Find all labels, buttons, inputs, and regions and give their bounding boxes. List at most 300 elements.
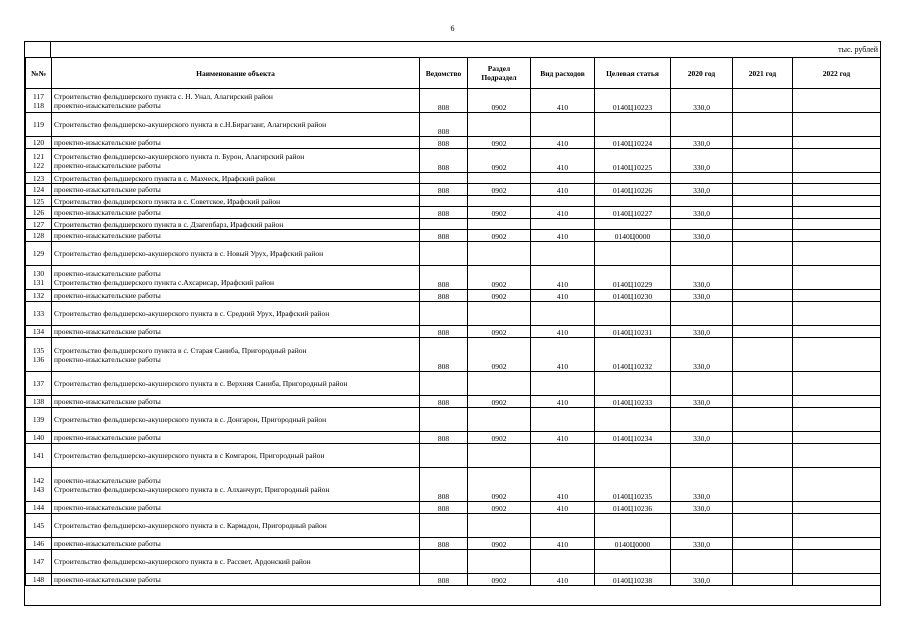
expense-type-cell [531, 113, 595, 137]
table-row [26, 290, 881, 302]
section-cell [468, 242, 531, 266]
header-expense-type: Вид расходов [531, 58, 595, 89]
section-cell [468, 219, 531, 230]
object-name [52, 302, 420, 326]
row-number-value: 140 [32, 433, 45, 442]
expense-type-cell: 410 [531, 338, 595, 372]
dept-cell: 808 [420, 266, 468, 290]
target-cell [595, 173, 671, 184]
object-name [52, 149, 420, 173]
row-number-value: 136 [32, 354, 45, 364]
units-label: тыс. рублей [838, 45, 878, 54]
table-row [26, 302, 881, 326]
amount-2021-cell [733, 149, 793, 173]
object-name-line: Строительство фельдшерско-акушерского пункта п. Бурон, Алагирский район [54, 151, 305, 161]
dept-cell: 808 [420, 326, 468, 338]
amount-2020-cell: 330,0 [671, 538, 733, 550]
expense-type-cell: 410 [531, 137, 595, 149]
object-name [52, 372, 420, 396]
expense-type-cell: 410 [531, 502, 595, 514]
object-name-line: проектно-изыскательские работы [54, 231, 161, 240]
header-2022: 2022 год [793, 58, 881, 89]
table-row [26, 207, 881, 219]
dept-cell: 808 [420, 149, 468, 173]
row-number-value: 131 [32, 277, 45, 287]
amount-2021-cell [733, 196, 793, 207]
amount-2021-cell [733, 230, 793, 242]
object-name-line: Строительство фельдшерско-акушерского пункта в с. Кармадон, Пригородный район [54, 521, 327, 530]
row-number [26, 207, 52, 219]
units-spacer [25, 42, 51, 57]
dept-cell [420, 242, 468, 266]
header-row [26, 58, 881, 89]
dept-cell: 808 [420, 137, 468, 149]
object-name-line: проектно-изыскательские работы [54, 575, 161, 584]
object-name-line: Строительство фельдшерского пункта в с. Махческ, Ирафский район [54, 173, 276, 183]
target-cell: 0140Ц10233 [595, 396, 671, 408]
amount-2022-cell [793, 302, 881, 326]
amount-2020-cell: 330,0 [671, 502, 733, 514]
section-cell: 0902 [468, 266, 531, 290]
target-cell: 0140Ц10235 [595, 468, 671, 502]
dept-cell: 808 [420, 432, 468, 444]
target-cell: 0140Ц10232 [595, 338, 671, 372]
amount-2020-cell: 330,0 [671, 149, 733, 173]
expense-type-cell: 410 [531, 266, 595, 290]
expense-type-cell: 410 [531, 149, 595, 173]
dept-cell [420, 219, 468, 230]
amount-2020-cell [671, 113, 733, 137]
expense-type-cell [531, 302, 595, 326]
object-name-line: проектно-изыскательские работы [54, 354, 161, 364]
amount-2022-cell [793, 173, 881, 184]
budget-table-frame [24, 41, 881, 606]
section-cell: 0902 [468, 230, 531, 242]
header-section: Раздел Подраздел [468, 58, 531, 89]
row-number-value: 130 [32, 268, 45, 278]
section-cell: 0902 [468, 137, 531, 149]
object-name-line: проектно-изыскательские работы [54, 503, 161, 512]
amount-2020-cell: 330,0 [671, 432, 733, 444]
amount-2020-cell [671, 242, 733, 266]
amount-2022-cell [793, 502, 881, 514]
section-cell: 0902 [468, 502, 531, 514]
row-number [26, 196, 52, 207]
expense-type-cell: 410 [531, 230, 595, 242]
row-number-value: 148 [32, 575, 45, 584]
object-name-line: проектно-изыскательские работы [54, 268, 161, 278]
amount-2021-cell [733, 242, 793, 266]
amount-2020-cell: 330,0 [671, 326, 733, 338]
row-number-value: 129 [32, 249, 45, 258]
target-cell: 0140Ц10231 [595, 326, 671, 338]
table-row [26, 219, 881, 230]
target-cell: 0140Ц10226 [595, 184, 671, 196]
table-row [26, 242, 881, 266]
dept-cell [420, 372, 468, 396]
row-number-value: 117 [33, 91, 44, 101]
table-row [26, 444, 881, 468]
row-number-value: 137 [32, 379, 45, 388]
row-number-value: 139 [32, 415, 45, 424]
row-number [26, 432, 52, 444]
target-cell: 0140Ц10238 [595, 574, 671, 586]
table-row [26, 326, 881, 338]
object-name [52, 219, 420, 230]
amount-2020-cell: 330,0 [671, 574, 733, 586]
amount-2021-cell [733, 468, 793, 502]
header-name: Наименование объекта [52, 58, 420, 89]
amount-2022-cell [793, 574, 881, 586]
amount-2021-cell [733, 290, 793, 302]
row-number [26, 302, 52, 326]
amount-2022-cell [793, 468, 881, 502]
amount-2021-cell [733, 326, 793, 338]
table-row [26, 149, 881, 173]
object-name-line: Строительство фельдшерско-акушерского пункта в с Комгарон, Пригородный район [54, 451, 325, 460]
amount-2020-cell: 330,0 [671, 396, 733, 408]
amount-2021-cell [733, 219, 793, 230]
row-number [26, 137, 52, 149]
row-number-value: 142 [32, 475, 45, 485]
amount-2020-cell: 330,0 [671, 468, 733, 502]
row-number-value: 138 [32, 397, 45, 406]
dept-cell: 808 [420, 290, 468, 302]
object-name-line: проектно-изыскательские работы [54, 100, 161, 110]
expense-type-cell [531, 408, 595, 432]
section-cell [468, 408, 531, 432]
table-row [26, 550, 881, 574]
target-cell [595, 219, 671, 230]
target-cell [595, 444, 671, 468]
expense-type-cell [531, 444, 595, 468]
header-target: Целевая статья [595, 58, 671, 89]
amount-2022-cell [793, 184, 881, 196]
expense-type-cell: 410 [531, 574, 595, 586]
object-name [52, 444, 420, 468]
dept-cell: 808 [420, 396, 468, 408]
table-row [26, 137, 881, 149]
amount-2021-cell [733, 338, 793, 372]
object-name [52, 502, 420, 514]
target-cell: 0140Ц10234 [595, 432, 671, 444]
table-row [26, 574, 881, 586]
row-number [26, 242, 52, 266]
amount-2022-cell [793, 408, 881, 432]
expense-type-cell: 410 [531, 326, 595, 338]
section-cell [468, 113, 531, 137]
row-number [26, 219, 52, 230]
row-number-value: 141 [32, 451, 45, 460]
section-cell [468, 550, 531, 574]
header-num: №№ [26, 58, 52, 89]
object-name [52, 173, 420, 184]
row-number [26, 184, 52, 196]
row-number [26, 502, 52, 514]
section-cell: 0902 [468, 89, 531, 113]
section-cell: 0902 [468, 338, 531, 372]
row-number-value: 145 [32, 521, 45, 530]
row-number-value: 134 [32, 327, 45, 336]
object-name [52, 207, 420, 219]
object-name-line: проектно-изыскательские работы [54, 291, 161, 300]
dept-cell: 808 [420, 184, 468, 196]
object-name-line: Строительство фельдшерско-акушерского пункта в с. Донгарон, Пригородный район [54, 415, 327, 424]
dept-cell: 808 [420, 574, 468, 586]
row-number-value: 133 [32, 309, 45, 318]
amount-2020-cell [671, 372, 733, 396]
dept-cell [420, 408, 468, 432]
row-number-value: 132 [32, 291, 45, 300]
amount-2022-cell [793, 242, 881, 266]
target-cell [595, 372, 671, 396]
row-number-value: 147 [32, 557, 45, 566]
row-number [26, 326, 52, 338]
object-name [52, 468, 420, 502]
row-number-value: 144 [32, 503, 45, 512]
table-row [26, 266, 881, 290]
amount-2021-cell [733, 266, 793, 290]
row-number-value: 120 [32, 138, 45, 147]
row-number [26, 372, 52, 396]
object-name-line: Строительство фельдшерского пункта с.Ахсарисар, Ирафский район [54, 277, 275, 287]
object-name [52, 574, 420, 586]
amount-2021-cell [733, 89, 793, 113]
object-name [52, 550, 420, 574]
object-name-line: Строительство фельдшерского пункта с. Н. Унал, Алагирский район [54, 91, 273, 101]
section-cell: 0902 [468, 468, 531, 502]
header-dept: Ведомство [420, 58, 468, 89]
section-cell: 0902 [468, 396, 531, 408]
expense-type-cell [531, 372, 595, 396]
amount-2021-cell [733, 408, 793, 432]
table-row [26, 173, 881, 184]
section-cell: 0902 [468, 290, 531, 302]
table-row [26, 502, 881, 514]
amount-2021-cell [733, 137, 793, 149]
dept-cell: 808 [420, 468, 468, 502]
dept-cell [420, 444, 468, 468]
units-row [25, 42, 880, 58]
expense-type-cell [531, 196, 595, 207]
target-cell [595, 514, 671, 538]
target-cell: 0140Ц10230 [595, 290, 671, 302]
expense-type-cell: 410 [531, 468, 595, 502]
amount-2022-cell [793, 290, 881, 302]
object-name-line: проектно-изыскательские работы [54, 160, 161, 170]
amount-2020-cell [671, 219, 733, 230]
header-2020: 2020 год [671, 58, 733, 89]
target-cell [595, 113, 671, 137]
amount-2022-cell [793, 432, 881, 444]
section-cell: 0902 [468, 184, 531, 196]
amount-2021-cell [733, 372, 793, 396]
amount-2020-cell [671, 196, 733, 207]
target-cell: 0140Ц0000 [595, 230, 671, 242]
target-cell: 0140Ц10225 [595, 149, 671, 173]
row-number-value: 122 [32, 160, 45, 170]
row-number-value: 127 [32, 219, 45, 229]
row-number [26, 550, 52, 574]
amount-2022-cell [793, 137, 881, 149]
amount-2020-cell [671, 550, 733, 574]
object-name [52, 290, 420, 302]
dept-cell: 808 [420, 230, 468, 242]
object-name [52, 89, 420, 113]
amount-2022-cell [793, 372, 881, 396]
table-row [26, 184, 881, 196]
row-number [26, 514, 52, 538]
section-cell: 0902 [468, 326, 531, 338]
object-name-line: проектно-изыскательские работы [54, 475, 161, 485]
row-number-value: 125 [32, 196, 45, 206]
amount-2022-cell [793, 149, 881, 173]
dept-cell: 808 [420, 89, 468, 113]
row-number-value: 124 [32, 185, 45, 194]
table-row [26, 89, 881, 113]
expense-type-cell: 410 [531, 207, 595, 219]
expense-type-cell [531, 242, 595, 266]
amount-2020-cell: 330,0 [671, 338, 733, 372]
target-cell: 0140Ц10223 [595, 89, 671, 113]
amount-2022-cell [793, 89, 881, 113]
amount-2021-cell [733, 184, 793, 196]
object-name-line: Строительство фельдшерско-акушерского пункта в с. Новый Урух, Ирафский район [54, 249, 324, 258]
row-number [26, 408, 52, 432]
object-name [52, 408, 420, 432]
dept-cell: 808 [420, 338, 468, 372]
target-cell: 0140Ц0000 [595, 538, 671, 550]
amount-2022-cell [793, 207, 881, 219]
table-row [26, 468, 881, 502]
object-name-line: Строительство фельдшерского пункта в с. Советское, Ирафский район [54, 196, 281, 206]
amount-2022-cell [793, 113, 881, 137]
row-number-value: 123 [32, 173, 45, 183]
expense-type-cell: 410 [531, 184, 595, 196]
object-name-line: Строительство фельдшерско-акушерского пункта в с. Алханчурт, Пригородный район [54, 484, 330, 494]
dept-cell [420, 173, 468, 184]
expense-type-cell [531, 219, 595, 230]
row-number-value: 121 [32, 151, 45, 161]
amount-2020-cell: 330,0 [671, 184, 733, 196]
amount-2021-cell [733, 396, 793, 408]
row-number [26, 338, 52, 372]
object-name-line: Строительство фельдшерско-акушерского пункта в с. Средний Урух, Ирафский район [54, 309, 330, 318]
row-number [26, 290, 52, 302]
object-name [52, 266, 420, 290]
amount-2021-cell [733, 432, 793, 444]
expense-type-cell: 410 [531, 432, 595, 444]
expense-type-cell: 410 [531, 538, 595, 550]
dept-cell [420, 302, 468, 326]
row-number [26, 468, 52, 502]
amount-2021-cell [733, 444, 793, 468]
object-name-line: проектно-изыскательские работы [54, 138, 161, 147]
row-number-value: 126 [32, 208, 45, 217]
target-cell [595, 408, 671, 432]
row-number [26, 538, 52, 550]
amount-2022-cell [793, 550, 881, 574]
section-cell: 0902 [468, 207, 531, 219]
object-name [52, 432, 420, 444]
section-cell [468, 444, 531, 468]
amount-2022-cell [793, 230, 881, 242]
section-cell: 0902 [468, 574, 531, 586]
amount-2020-cell [671, 408, 733, 432]
table-body [26, 89, 881, 586]
amount-2022-cell [793, 538, 881, 550]
amount-2020-cell: 330,0 [671, 207, 733, 219]
object-name-line: проектно-изыскательские работы [54, 327, 161, 336]
amount-2021-cell [733, 173, 793, 184]
object-name [52, 538, 420, 550]
amount-2022-cell [793, 396, 881, 408]
object-name [52, 196, 420, 207]
object-name [52, 230, 420, 242]
expense-type-cell [531, 514, 595, 538]
row-number [26, 173, 52, 184]
section-cell [468, 302, 531, 326]
amount-2020-cell [671, 514, 733, 538]
table-row [26, 230, 881, 242]
object-name-line: Строительство фельдшерско-акушерского пункта в с. Рассвет, Ардонский район [54, 557, 311, 566]
table-row [26, 408, 881, 432]
object-name [52, 326, 420, 338]
object-name-line: проектно-изыскательские работы [54, 397, 161, 406]
table-row [26, 113, 881, 137]
amount-2021-cell [733, 514, 793, 538]
row-number-value: 119 [33, 120, 44, 129]
dept-cell [420, 514, 468, 538]
object-name [52, 514, 420, 538]
amount-2021-cell [733, 113, 793, 137]
amount-2021-cell [733, 207, 793, 219]
amount-2020-cell [671, 444, 733, 468]
object-name [52, 137, 420, 149]
target-cell [595, 242, 671, 266]
expense-type-cell: 410 [531, 89, 595, 113]
amount-2020-cell [671, 173, 733, 184]
target-cell: 0140Ц10227 [595, 207, 671, 219]
header-2021: 2021 год [733, 58, 793, 89]
table-row [26, 538, 881, 550]
amount-2021-cell [733, 550, 793, 574]
section-cell [468, 173, 531, 184]
object-name-line: Строительство фельдшерско-акушерского пункта в с. Верхняя Саниба, Пригородный район [54, 379, 348, 388]
amount-2020-cell: 330,0 [671, 137, 733, 149]
row-number-value: 146 [32, 539, 45, 548]
row-number-value: 135 [32, 345, 45, 355]
object-name [52, 338, 420, 372]
amount-2022-cell [793, 514, 881, 538]
amount-2022-cell [793, 196, 881, 207]
row-number-value: 143 [32, 484, 45, 494]
amount-2020-cell: 330,0 [671, 230, 733, 242]
amount-2022-cell [793, 338, 881, 372]
object-name [52, 184, 420, 196]
object-name [52, 242, 420, 266]
row-number [26, 230, 52, 242]
dept-cell: 808 [420, 207, 468, 219]
amount-2022-cell [793, 266, 881, 290]
amount-2020-cell [671, 302, 733, 326]
table-row [26, 196, 881, 207]
amount-2020-cell: 330,0 [671, 290, 733, 302]
section-cell [468, 514, 531, 538]
section-cell: 0902 [468, 149, 531, 173]
budget-table [25, 57, 881, 586]
dept-cell: 808 [420, 502, 468, 514]
